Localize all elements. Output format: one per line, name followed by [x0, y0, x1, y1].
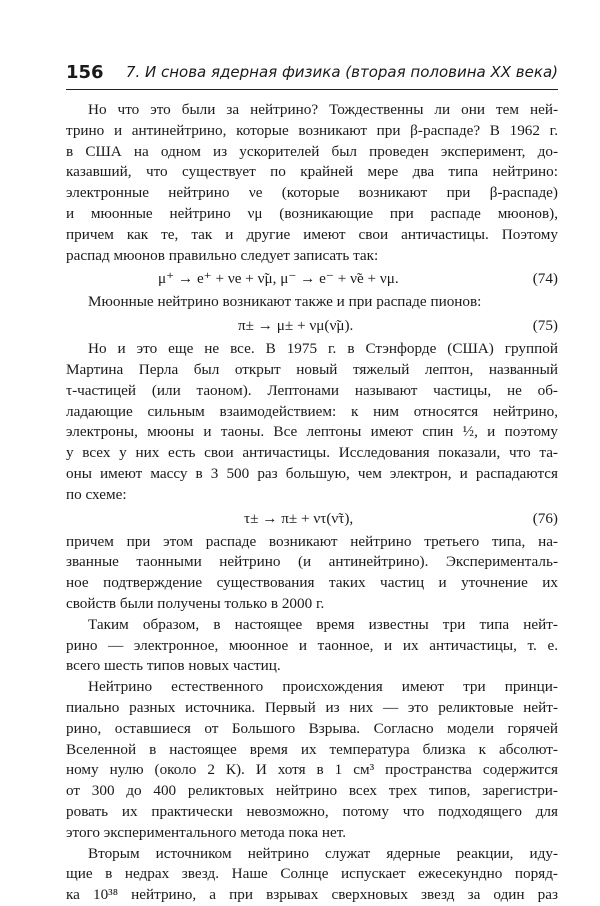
text-line: ладающие сильным взаимодействием: к ним относятся нейтрино, [66, 402, 558, 420]
text-line: и мюонные нейтрино νμ (возникающие при распаде мюонов), [66, 204, 558, 222]
text-line: званные таонными нейтрино (и антинейтрино). Эксперименталь- [66, 553, 558, 571]
paragraph-6 [66, 677, 558, 843]
text-line: рино, оставшиеся от Большого Взрыва. Согласно модели горячей [66, 719, 558, 737]
equation-formula: τ± → π± + ντ(ν̃τ), [244, 509, 354, 527]
text-line: пиально разных источника. Первый из них — это реликтовые нейт- [66, 698, 558, 716]
text-line: причем как те, так и другие имеют свои античастицы. Поэтому [66, 225, 558, 243]
text-line: Вселенной в настоящее время их температура близка к абсолют- [66, 740, 558, 758]
text-line: рино — электронное, мюонное и таонное, и их античастицы, т. е. [66, 636, 558, 654]
paragraph-5 [66, 615, 558, 677]
text-line: Но что это были за нейтрино? Тождественны ли они тем ней- [88, 101, 558, 118]
text-line: Но и это еще не все. В 1975 г. в Стэнфорде (США) группой [88, 340, 558, 358]
page-number: 156 [66, 62, 104, 83]
equation-number: (76) [532, 509, 558, 527]
equation-74 [66, 266, 558, 292]
text-line: оны имеют массу в 3 500 раз большую, чем электрон, и распадаются [66, 464, 558, 482]
text-line: в США на одном из ускорителей был проведен эксперимент, до- [66, 142, 558, 160]
equation-75 [66, 313, 558, 339]
text-line: Нейтрино естественного происхождения имеют три принци- [88, 678, 558, 696]
text-line: Таким образом, в настоящее время известны три типа нейт- [88, 615, 558, 633]
text-line: ное подтверждение существования таких частиц и уточнение их [66, 574, 558, 592]
text-line: Мартина Перла был открыт новый тяжелый лептон, названный [66, 360, 558, 378]
text-line: распад мюонов правильно следует записать так: [66, 246, 379, 264]
text-line: у всех у них есть свои античастицы. Исследования показали, что та- [66, 444, 558, 462]
text-line: свойств были получены только в 2000 г. [66, 594, 325, 612]
text-line: казавший, что существует по крайней мере два типа нейтрино: [66, 163, 558, 181]
page-body [66, 100, 558, 906]
text-line: ровать их практически невозможно, потому что подходящего для [66, 802, 558, 820]
paragraph-4 [66, 532, 558, 615]
text-line: этого экспериментального метода пока нет. [66, 823, 347, 841]
paragraph-7 [66, 844, 558, 906]
text-line: по схеме: [66, 485, 127, 503]
text-line: причем при этом распаде возникают нейтрино третьего типа, на- [66, 532, 558, 550]
text-line: ному нулю (около 2 К). И хотя в 1 см³ пространства содержится [66, 761, 558, 779]
paragraph-3 [66, 339, 558, 505]
paragraph-1 [66, 100, 558, 266]
text-line: трино и антинейтрино, которые возникают при β-распаде? В 1962 г. [66, 121, 558, 139]
equation-number: (74) [532, 270, 558, 288]
text-line: электроны, мюоны и таоны. Все лептоны имеют спин ½, и поэтому [66, 423, 558, 441]
text-line: Мюонные нейтрино возникают также и при распаде пионов: [88, 293, 482, 311]
header-rule [66, 89, 558, 90]
equation-76 [66, 506, 558, 532]
equation-number: (75) [532, 317, 558, 335]
text-line: от 300 до 400 реликтовых нейтрино всех трех типов, зарегистри- [66, 782, 558, 800]
text-line: τ-частицей (или таоном). Лептонами называют частицы, не об- [66, 381, 558, 399]
text-line: Вторым источником нейтрино служат ядерные реакции, иду- [88, 844, 558, 862]
equation-formula: μ⁺ → e⁺ + νe + ν̃μ, μ⁻ → e⁻ + ν̃e + νμ. [158, 270, 399, 288]
equation-formula: π± → μ± + νμ(ν̃μ). [238, 317, 354, 335]
text-line: щие в недрах звезд. Наше Солнце испускает ежесекундно поряд- [66, 865, 558, 883]
text-line: электронные нейтрино νe (которые возникают при β-распаде) [66, 184, 558, 202]
paragraph-2 [66, 292, 558, 313]
text-line: всего шесть типов новых частиц. [66, 657, 281, 675]
page-header [66, 62, 558, 84]
text-line: ка 10³⁸ нейтрино, а при взрывах сверхновых звезд за один раз [66, 886, 558, 904]
running-title: 7. И снова ядерная физика (вторая половина XX века) [125, 63, 558, 81]
